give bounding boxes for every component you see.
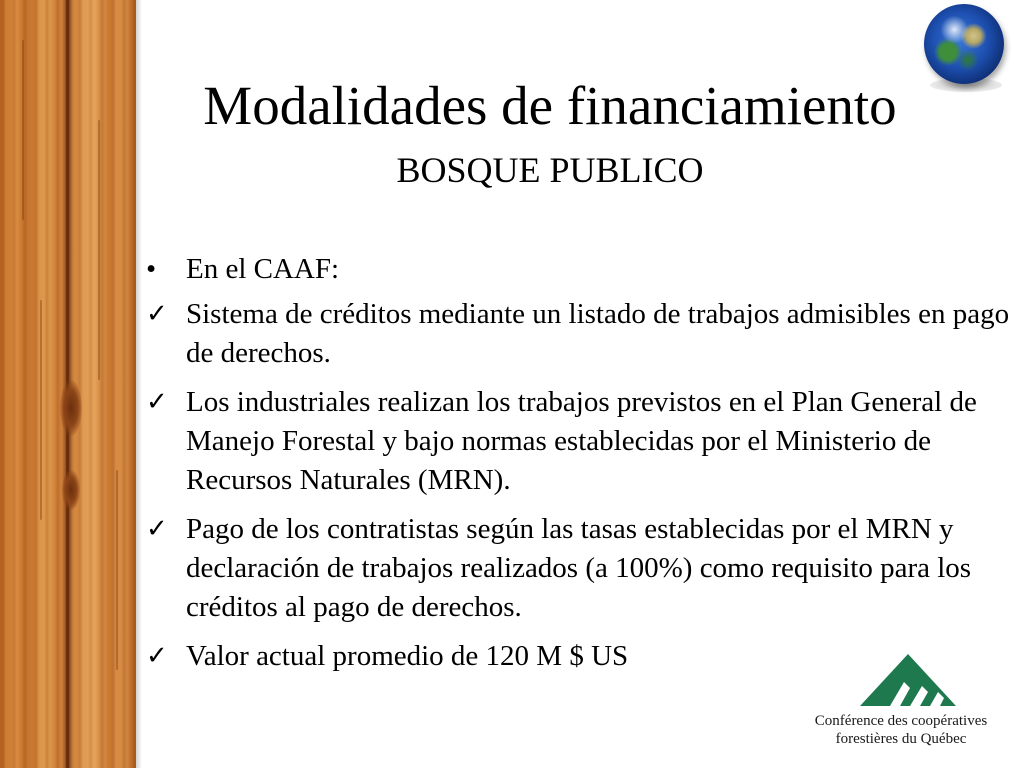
slide-subtitle: BOSQUE PUBLICO [396,150,704,190]
slide-title: Modalidades de financiamiento [203,75,897,136]
checkmark-icon: ✓ [146,641,168,671]
wood-panel [0,0,136,768]
bullet-list [140,250,1010,686]
list-item-text: Valor actual promedio de 120 M $ US [186,640,629,672]
list-item-text: En el CAAF: [186,253,340,285]
logo-text-line2: forestières du Québec [835,731,967,747]
list-item-text: Los industriales realizan los trabajos previstos en el Plan General de Manejo Forestal y bajo normas establecidas por el Ministerio de Recursos Naturales (MRN). [186,386,977,496]
list-item [140,510,1010,627]
checkmark-icon: ✓ [146,387,168,417]
bullet-icon: • [146,253,157,285]
globe-icon [924,4,1004,84]
logo-text [778,712,1024,748]
list-item [140,295,1010,373]
wood-grain [40,300,42,520]
list-item [140,383,1010,500]
logo-text-line1: Conférence des coopératives [814,713,988,729]
list-item [140,250,1010,289]
wood-knot [62,470,80,510]
list-item-text: Pago de los contratistas según las tasas establecidas por el MRN y declaración de trabajos realizados (a 100%) como requisito para los créditos al pago de derechos. [186,513,972,623]
wood-grain [98,120,100,380]
wood-grain [22,40,24,220]
wood-grain [116,470,118,670]
wood-knot [60,380,82,436]
cooperative-logo-icon [860,652,956,708]
list-item-text: Sistema de créditos mediante un listado de trabajos admisibles en pago de derechos. [186,298,1010,369]
checkmark-icon: ✓ [146,299,168,329]
checkmark-icon: ✓ [146,514,168,544]
